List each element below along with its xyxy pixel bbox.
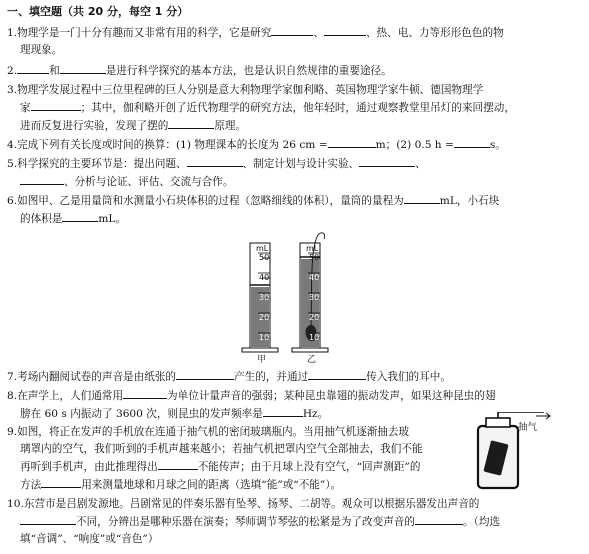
- section-heading: 一、填空题（共 20 分，每空 1 分）: [7, 5, 189, 18]
- question-5: [7, 155, 581, 191]
- question-text: 不能传声；由于月球上没有空气，“回声测距”的: [197, 461, 421, 473]
- question-text: 璃罩内的空气，我们听到的手机声越来越小；若抽气机把罩内空气全部抽去，我们不能: [20, 443, 423, 455]
- answer-blank[interactable]: [308, 368, 366, 380]
- question-3: [7, 82, 581, 135]
- question-text: Hz。: [302, 408, 329, 420]
- question-text: 原理。: [214, 120, 247, 132]
- answer-blank[interactable]: [263, 405, 303, 417]
- answer-blank[interactable]: [17, 62, 49, 74]
- answer-blank[interactable]: [324, 24, 366, 36]
- tick-label: 40: [309, 273, 320, 282]
- tick-label: 40: [259, 273, 270, 282]
- answer-blank[interactable]: [60, 62, 106, 74]
- pump-label: 抽气: [518, 422, 538, 433]
- answer-blank[interactable]: [415, 513, 463, 525]
- answer-blank[interactable]: [359, 155, 415, 167]
- answer-blank[interactable]: [454, 136, 490, 148]
- question-text: 再听到手机声，由此推理得出: [20, 461, 158, 473]
- answer-blank[interactable]: [271, 24, 313, 36]
- question-text: m；(2) 0.5 h =: [375, 139, 454, 151]
- question-text: 物理学是一门十分有趣而又非常有用的科学，它是研究: [17, 27, 272, 39]
- answer-blank[interactable]: [187, 155, 243, 167]
- tick-label: 50: [259, 253, 270, 262]
- question-line: [7, 173, 581, 191]
- question-text: 理现象。: [20, 44, 63, 56]
- question-text: 如图甲、乙是用量筒和水测量小石块体积的过程（忽略细线的体积），量筒的量程为: [17, 195, 404, 207]
- unit-label-left: mL: [256, 244, 269, 253]
- question-number: 8.: [7, 390, 18, 402]
- question-line: [7, 476, 475, 494]
- question-text: 是进行科学探究的基本方法，也是认识自然规律的重要途径。: [105, 65, 392, 77]
- question-text: mL，小石块: [439, 195, 500, 207]
- question-6: [7, 192, 581, 228]
- answer-blank[interactable]: [20, 173, 64, 185]
- question-text: 用来测量地球和月球之间的距离（选填“能”或“不能”）。: [81, 479, 342, 491]
- tick-label: 10: [309, 333, 320, 342]
- question-number: 6.: [7, 195, 18, 207]
- question-number: 4.: [7, 139, 18, 151]
- answer-blank[interactable]: [62, 210, 98, 222]
- question-text: 、热、电、力等形形色色的物: [365, 27, 504, 39]
- tick-label: 20: [259, 313, 270, 322]
- question-text: s。: [489, 139, 506, 151]
- question-number: 9.: [7, 426, 18, 438]
- bell-jar-figure: [474, 412, 560, 490]
- tick-label: 10: [259, 333, 270, 342]
- question-text: 的体积是: [20, 213, 63, 225]
- question-text: 。（均选: [463, 516, 501, 528]
- graduated-cylinders-figure: [240, 229, 350, 365]
- question-text: 、制定计划与设计实验、: [242, 158, 360, 170]
- question-number: 2.: [7, 65, 18, 77]
- question-text: 在声学上，人们通常用: [17, 390, 124, 402]
- question-text: ；其中，伽利略开创了近代物理学的研究方法，他年轻时，通过观察教堂里吊灯的来回摆动，: [80, 102, 515, 114]
- question-10: [7, 496, 581, 548]
- question-line: [7, 513, 581, 531]
- answer-blank[interactable]: [328, 136, 376, 148]
- answer-blank[interactable]: [41, 476, 81, 488]
- bell-jar-illustration: [474, 412, 560, 490]
- question-text: 为单位计量声音的强弱；某种昆虫靠翅的振动发声，如果这种昆虫的翅: [167, 390, 496, 402]
- question-text: mL。: [98, 213, 127, 225]
- tick-label: 20: [309, 313, 320, 322]
- tick-label: 50: [309, 253, 320, 262]
- question-text: 方法: [20, 479, 42, 491]
- question-text: 传入我们的耳中。: [366, 371, 451, 383]
- answer-blank[interactable]: [123, 387, 167, 399]
- question-line: [7, 458, 475, 476]
- question-text: 、: [313, 27, 324, 39]
- answer-blank[interactable]: [176, 368, 234, 380]
- question-text: 产生的，并通过: [234, 371, 309, 383]
- question-text: 、分析与论证、评估、交流与合作。: [64, 176, 234, 188]
- question-number: 10.: [7, 498, 24, 510]
- question-text: 进而反复进行实验，发现了摆的: [20, 120, 169, 132]
- question-1: [7, 24, 581, 59]
- answer-blank[interactable]: [31, 99, 81, 111]
- unit-label-right: mL: [306, 244, 319, 253]
- question-text: 家: [20, 102, 31, 114]
- question-line: [7, 117, 581, 135]
- question-text: 物理学发展过程中三位里程碑的巨人分别是意大利物理学家伽利略、英国物理学家牛顿、德国物理学: [17, 84, 484, 96]
- answer-blank[interactable]: [404, 192, 440, 204]
- figure-caption-yi: 乙: [307, 355, 317, 365]
- figure-caption-jia: 甲: [257, 355, 267, 365]
- tick-label: 30: [309, 293, 320, 302]
- question-text: 、: [415, 158, 426, 170]
- question-line: [7, 210, 581, 228]
- answer-blank[interactable]: [168, 117, 214, 129]
- tick-label: 30: [259, 293, 270, 302]
- air-tube: [498, 412, 544, 418]
- question-text: 东营市是吕剧发源地。吕剧常见的伴奏乐器有坠琴、扬琴、二胡等。观众可以根据乐器发出声音的: [23, 498, 480, 510]
- question-text: 填“音调”、“响度”或“音色”）: [20, 533, 159, 545]
- answer-blank[interactable]: [158, 458, 198, 470]
- question-text: 和: [49, 65, 60, 77]
- question-text: 科学探究的主要环节是：提出问题、: [17, 158, 187, 170]
- question-7: [7, 368, 581, 386]
- question-text: 完成下列有关长度或时间的换算：(1) 物理课本的长度为 26 cm =: [17, 139, 328, 151]
- arrow-icon: [536, 413, 550, 419]
- question-line: [7, 99, 581, 117]
- question-text: 考场内翻阅试卷的声音是由纸张的: [17, 371, 177, 383]
- question-number: 1.: [7, 27, 18, 39]
- question-text: 如图，将正在发声的手机放在连通于抽气机的密闭玻璃瓶内。当用抽气机逐渐抽去玻: [17, 426, 410, 438]
- question-number: 5.: [7, 158, 18, 170]
- question-4: [7, 136, 581, 154]
- question-number: 3.: [7, 84, 18, 96]
- question-2: [7, 62, 581, 80]
- answer-blank[interactable]: [20, 513, 76, 525]
- question-text: 不同，分辨出是哪种乐器在演奏；琴师调节琴弦的松紧是为了改变声音的: [76, 516, 415, 528]
- question-9: [7, 424, 475, 494]
- question-number: 7.: [7, 371, 18, 383]
- question-text: 膀在 60 s 内振动了 3600 次，则昆虫的发声频率是: [20, 408, 263, 420]
